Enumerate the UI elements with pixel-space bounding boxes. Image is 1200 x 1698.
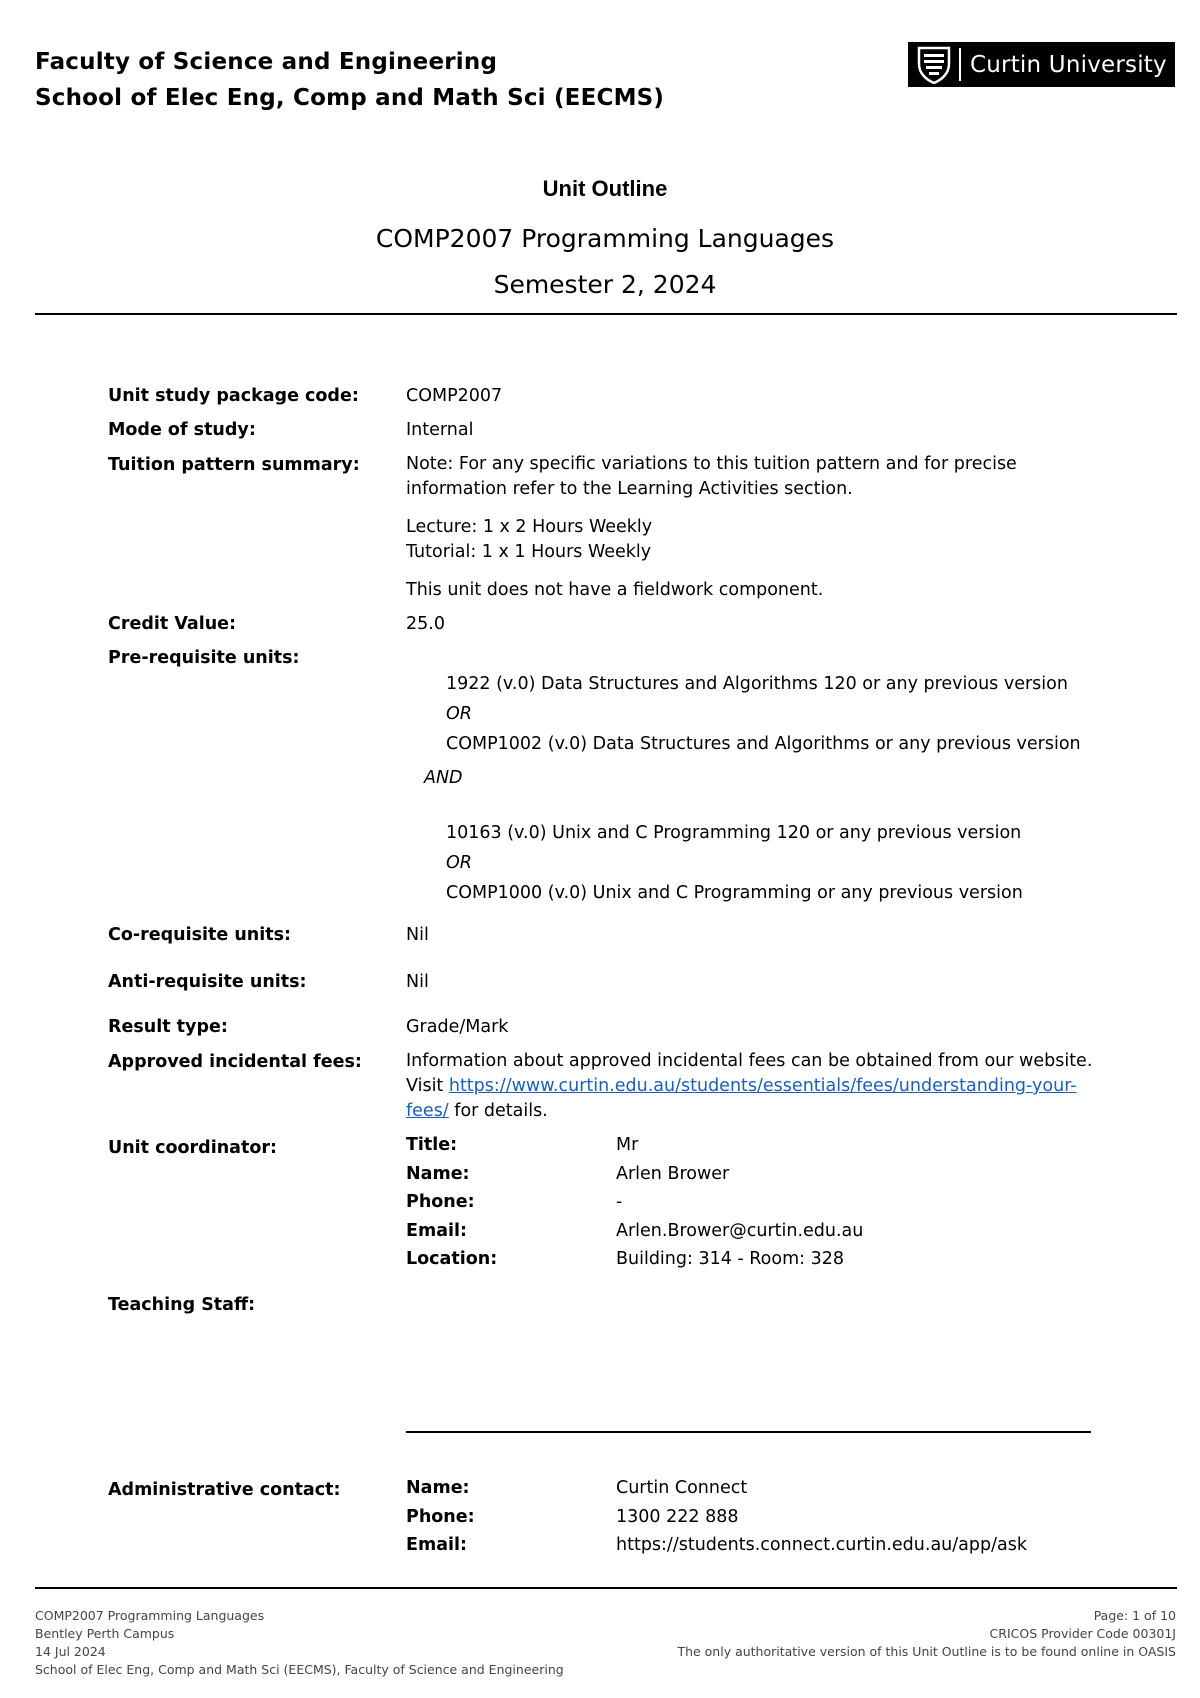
antireq-label: Anti-requisite units: (108, 972, 307, 992)
footer-authoritative-note: The only authoritative version of this Unit Outline is to be found online in OASIS (677, 1644, 1176, 1659)
prereq-label: Pre-requisite units: (108, 648, 300, 668)
admin-email-label: Email: (406, 1535, 467, 1555)
tuition-tutorial: Tutorial: 1 x 1 Hours Weekly (406, 542, 652, 562)
logo-text: Curtin University (970, 51, 1167, 78)
fees-link-cont[interactable]: fees/ (406, 1101, 449, 1121)
footer-left (35, 1607, 564, 1679)
page-heading: Unit Outline (542, 176, 668, 201)
coord-phone-label: Phone: (406, 1192, 475, 1212)
footer-right (677, 1607, 1176, 1661)
fees-visit: Visit (406, 1076, 449, 1096)
admin-label: Administrative contact: (108, 1480, 341, 1500)
curtin-logo (908, 42, 1175, 87)
admin-name-label: Name: (406, 1478, 470, 1498)
tuition-fieldwork: This unit does not have a fieldwork component. (406, 580, 824, 600)
coordinator-values (616, 1131, 863, 1274)
coordinator-labels (406, 1131, 497, 1274)
fees-link[interactable]: https://www.curtin.edu.au/students/essentials/fees/understanding-your- (448, 1076, 1077, 1096)
prereq-group2-a: 10163 (v.0) Unix and C Programming 120 or any previous version (446, 823, 1022, 843)
semester-title: Semester 2, 2024 (493, 270, 717, 299)
title-divider (35, 313, 1177, 315)
mode-label: Mode of study: (108, 420, 256, 440)
credit-value: 25.0 (406, 614, 445, 634)
fees-details: for details. (448, 1101, 548, 1121)
footer-page-number: Page: 1 of 10 (1093, 1608, 1176, 1623)
coord-name-value: Arlen Brower (616, 1163, 730, 1184)
shield-icon (917, 46, 951, 84)
logo-divider (959, 48, 961, 81)
admin-values (616, 1474, 1027, 1560)
coord-title-value: Mr (616, 1135, 639, 1155)
coordinator-label: Unit coordinator: (108, 1138, 277, 1158)
fees-line2 (406, 1074, 1106, 1099)
credit-label: Credit Value: (108, 614, 237, 634)
admin-phone-value: 1300 222 888 (616, 1506, 739, 1527)
fees-label: Approved incidental fees: (108, 1052, 362, 1072)
coord-email-value: Arlen.Brower@curtin.edu.au (616, 1220, 864, 1241)
coord-location-value: Building: 314 - Room: 328 (616, 1249, 844, 1269)
prereq-group2-b: COMP1000 (v.0) Unix and C Programming or any previous version (446, 883, 1023, 903)
result-value: Grade/Mark (406, 1017, 509, 1037)
staff-divider (406, 1431, 1091, 1433)
admin-email-value: https://students.connect.curtin.edu.au/app/ask (616, 1535, 1027, 1555)
footer-school: School of Elec Eng, Comp and Math Sci (EECMS), Faculty of Science and Engineering (35, 1662, 564, 1677)
header-faculty (35, 44, 664, 116)
faculty-name: Faculty of Science and Engineering (35, 49, 498, 75)
coord-location-label: Location: (406, 1249, 498, 1269)
coord-name-label: Name: (406, 1163, 470, 1184)
fees-info (406, 1049, 1106, 1124)
fees-line3 (406, 1099, 1106, 1124)
admin-phone-label: Phone: (406, 1506, 475, 1527)
coord-title-label: Title: (406, 1135, 458, 1155)
footer-unit: COMP2007 Programming Languages (35, 1608, 265, 1623)
coreq-value: Nil (406, 925, 429, 945)
package-code-value: COMP2007 (406, 386, 503, 406)
tuition-note: Note: For any specific variations to this tuition pattern and for precise information refer to the Learning Activities section. (406, 454, 1017, 499)
unit-title: COMP2007 Programming Languages (375, 224, 835, 253)
footer-campus: Bentley Perth Campus (35, 1626, 175, 1641)
antireq-value: Nil (406, 972, 429, 992)
prereq-group1-a: 1922 (v.0) Data Structures and Algorithms 120 or any previous version (446, 674, 1068, 694)
prereq-and: AND (424, 768, 463, 788)
coord-email-label: Email: (406, 1220, 467, 1241)
package-code-label: Unit study package code: (108, 386, 359, 406)
prereq-group1-b: COMP1002 (v.0) Data Structures and Algorithms or any previous version (446, 734, 1081, 754)
footer-divider (35, 1587, 1177, 1589)
school-name: School of Elec Eng, Comp and Math Sci (EECMS) (35, 85, 665, 111)
mode-value: Internal (406, 420, 474, 440)
coreq-label: Co-requisite units: (108, 925, 292, 945)
prereq-or-1: OR (446, 704, 472, 724)
admin-labels (406, 1474, 475, 1560)
footer-date: 14 Jul 2024 (35, 1644, 106, 1659)
tuition-label: Tuition pattern summary: (108, 455, 360, 475)
footer-cricos: CRICOS Provider Code 00301J (989, 1626, 1176, 1641)
teaching-staff-label: Teaching Staff: (108, 1295, 256, 1315)
fees-line1: Information about approved incidental fees can be obtained from our website. (406, 1051, 1093, 1071)
prereq-or-2: OR (446, 853, 472, 873)
tuition-lecture: Lecture: 1 x 2 Hours Weekly (406, 517, 653, 537)
admin-name-value: Curtin Connect (616, 1478, 748, 1498)
coord-phone-value: - (616, 1192, 623, 1212)
result-label: Result type: (108, 1017, 228, 1037)
